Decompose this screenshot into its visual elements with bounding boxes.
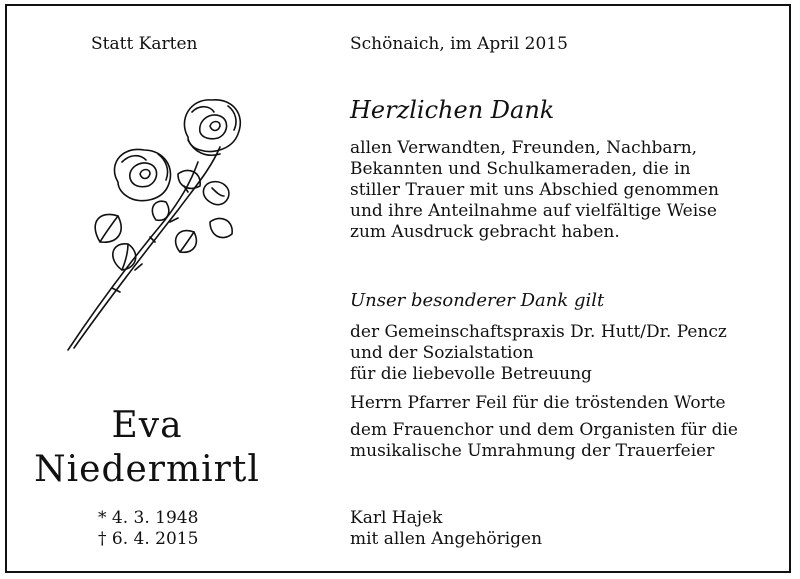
thanks-line: stiller Trauer mit uns Abschied genommen <box>350 180 719 200</box>
header-right: Schönaich, im April 2015 <box>350 34 568 54</box>
signature-family: mit allen Angehörigen <box>350 529 543 549</box>
special-block-1 <box>350 322 727 385</box>
thanks-line: und ihre Anteilnahme auf vielfältige Weise <box>350 201 717 221</box>
thanks-paragraph <box>350 138 719 243</box>
special-block-3 <box>350 420 738 462</box>
deceased-first-name: Eva <box>111 405 183 446</box>
special-line: musikalische Umrahmung der Trauerfeier <box>350 441 715 461</box>
birth-date: * 4. 3. 1948 <box>98 508 199 528</box>
special-line: der Gemeinschaftspraxis Dr. Hutt/Dr. Pencz <box>350 322 727 342</box>
header-left: Statt Karten <box>91 34 198 54</box>
thanks-line: zum Ausdruck gebracht haben. <box>350 222 620 242</box>
thanks-line: Bekannten und Schulkameraden, die in <box>350 159 691 179</box>
signature-name: Karl Hajek <box>350 508 443 528</box>
thanks-line: allen Verwandten, Freunden, Nachbarn, <box>350 138 698 158</box>
special-line: für die liebevolle Betreuung <box>350 364 592 384</box>
special-line: dem Frauenchor und dem Organisten für die <box>350 420 738 440</box>
thanks-heading: Herzlichen Dank <box>350 96 555 124</box>
roses-illustration-icon <box>60 92 250 362</box>
deceased-last-name: Niedermirtl <box>34 449 260 490</box>
special-block-2 <box>350 393 726 414</box>
death-date: † 6. 4. 2015 <box>98 529 199 549</box>
special-heading: Unser besonderer Dank gilt <box>350 290 605 311</box>
special-line: Herrn Pfarrer Feil für die tröstenden Worte <box>350 393 726 413</box>
special-line: und der Sozialstation <box>350 343 534 363</box>
